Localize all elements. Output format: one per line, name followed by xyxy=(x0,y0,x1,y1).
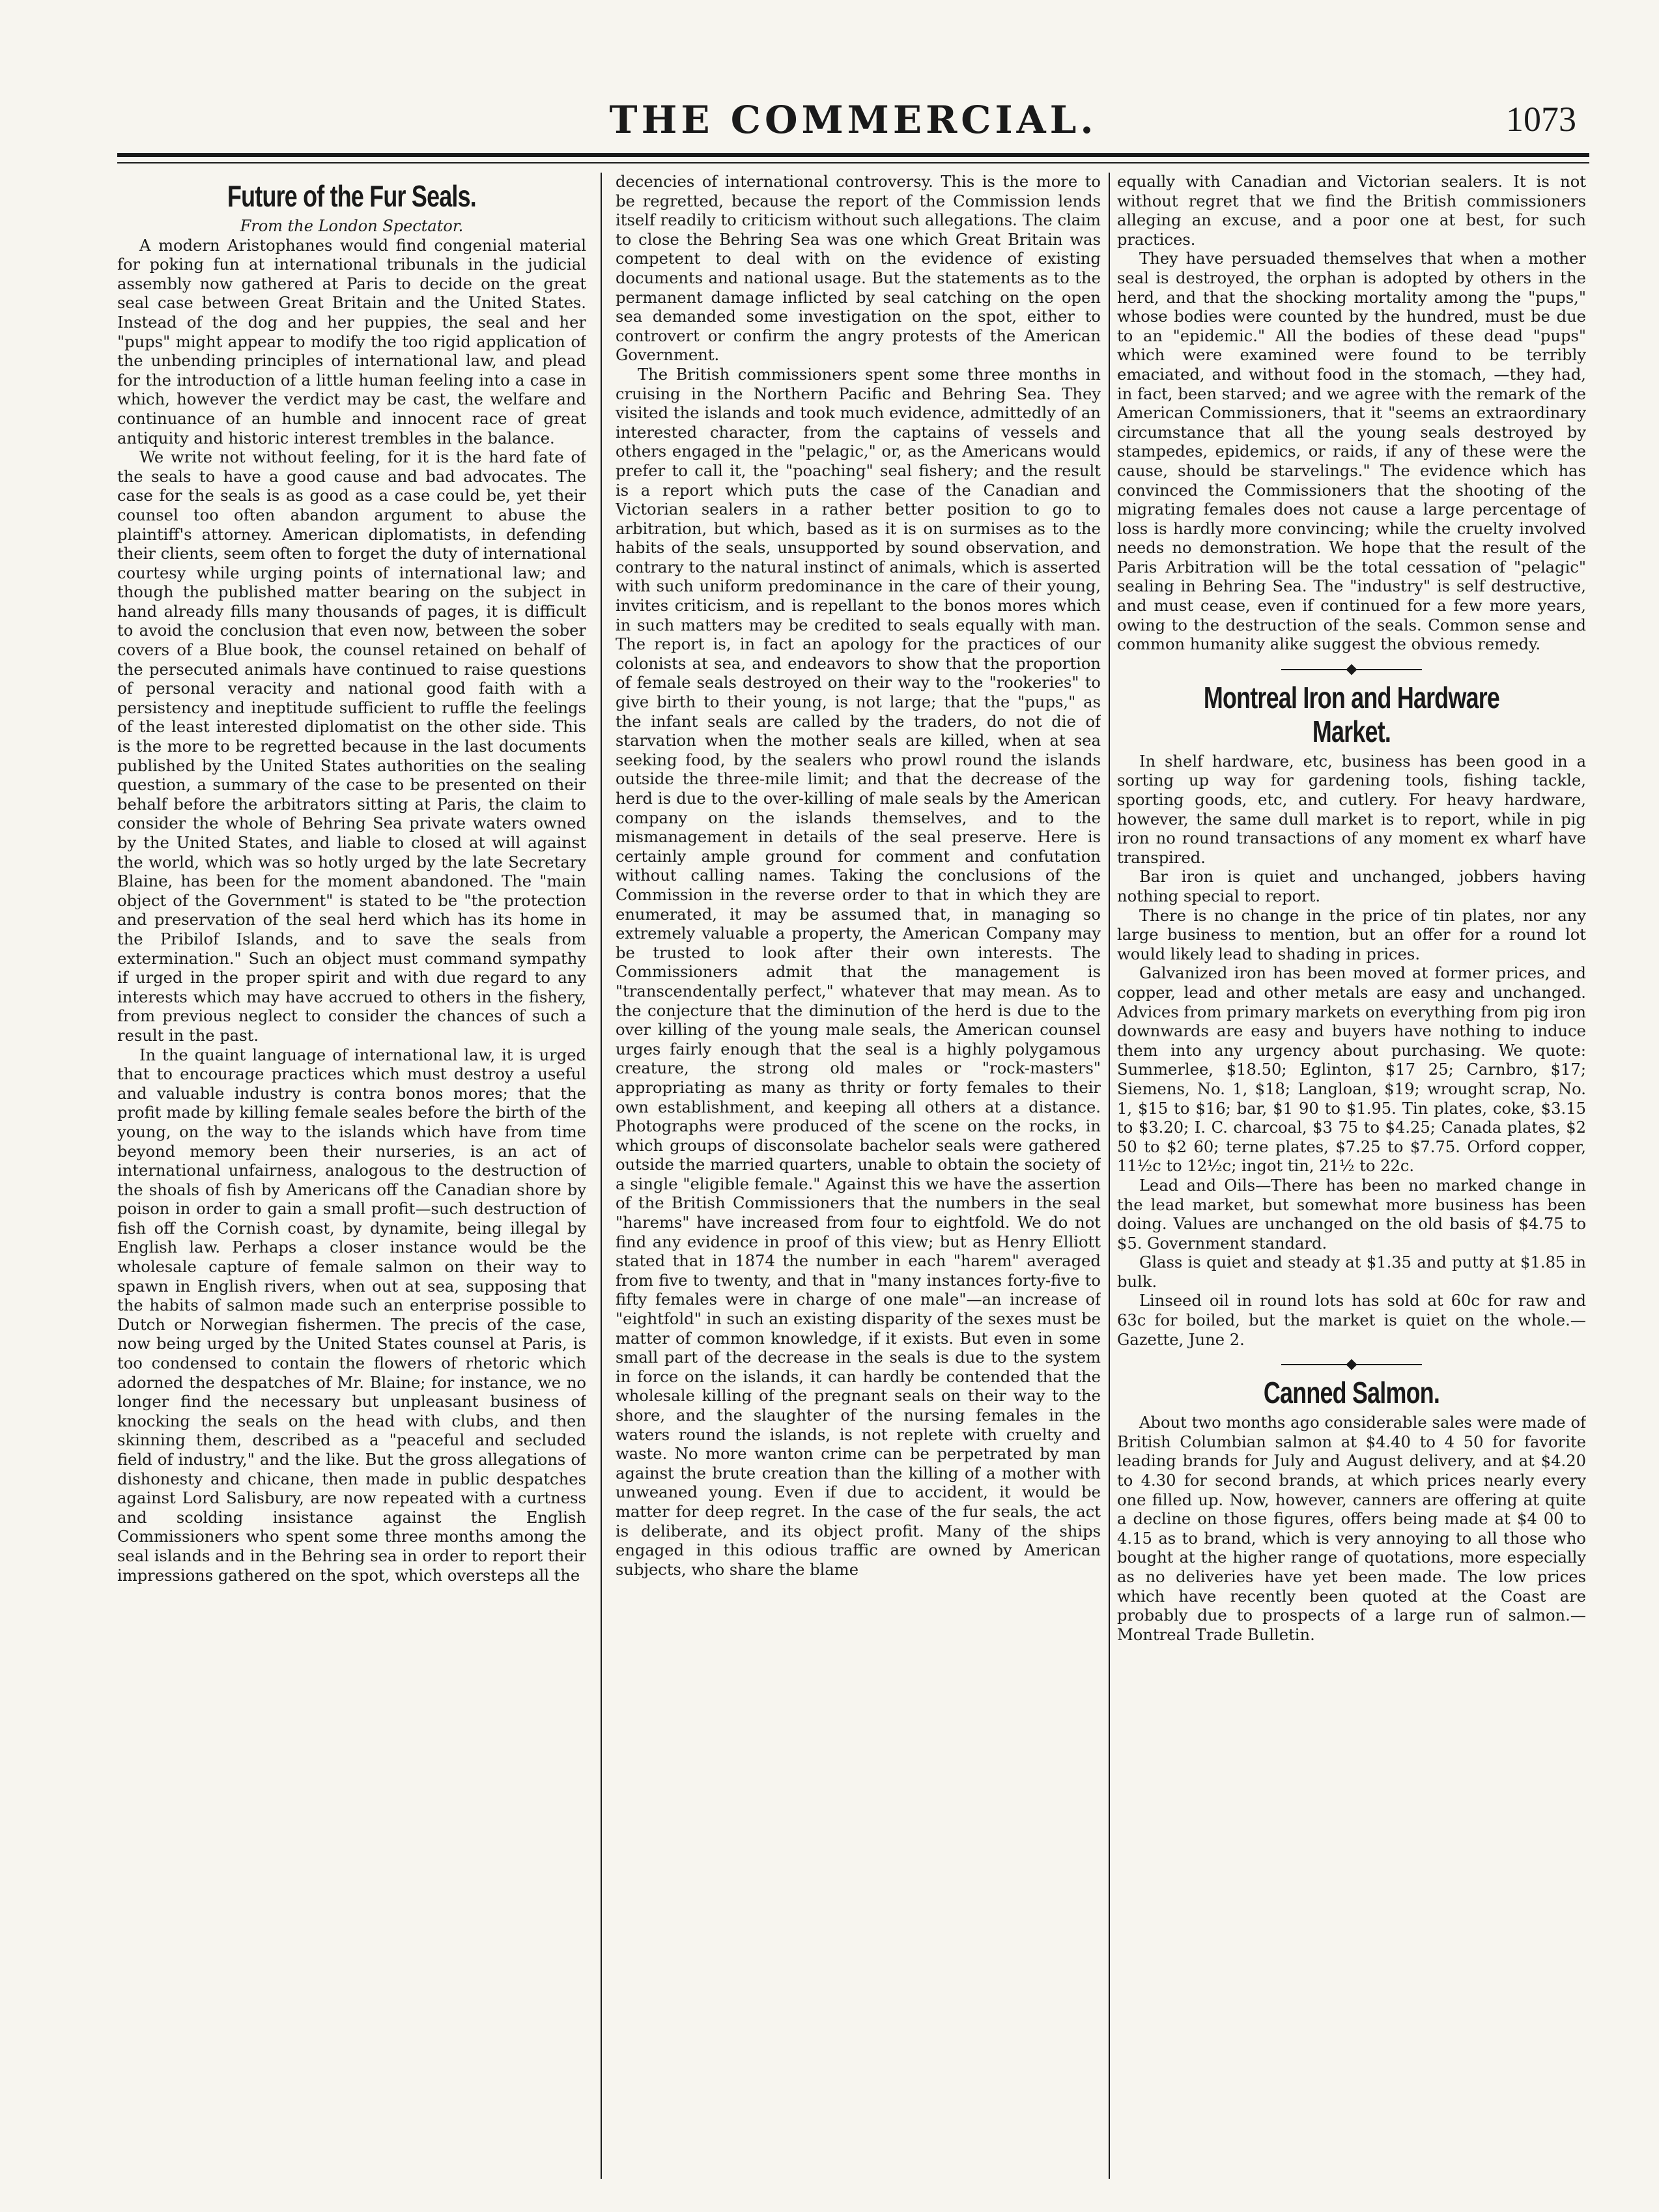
article-title-iron-hardware: Montreal Iron and Hardware Market. xyxy=(1203,680,1500,748)
header-rule xyxy=(117,153,1589,157)
column-2 xyxy=(616,173,1101,2179)
paragraph: In the quaint language of international law, it is urged that to encourage practices which must destroy a useful and valuable industry is contra bonos mores; that the profit made by killing female seales before the birth of the young, on the way to the islands which have from time beyond memory been their nurseries, is an act of international unfairness, analogous to the destruction of the shoals of fish by Americans off the Canadian shore by poison in order to gain a small profit—such destruction of fish off the Cornish coast, by dynamite, being illegal by English law. Perhaps a closer instance would be the wholesale capture of female salmon on their way to spawn in English rivers, when out at sea, supposing that the habits of salmon made such an enterprise possible to Dutch or Norwegian fishermen. The precis of the case, now being urged by the United States counsel at Paris, is too condensed to contain the flowers of rhetoric which adorned the despatches of Mr. Blaine; for instance, we no longer find the necessary but unpleasant business of knocking the seals on the head with clubs, and then skinning them, described as a "peaceful and secluded field of industry," and the like. But the gross allegations of dishonesty and chicane, then made in public despatches against Lord Salisbury, are now repeated with a curtness and scolding insistance against the English Commissioners who spent some three months among the seal islands and in the Behring sea in order to report their impressions gathered on the spot, which oversteps all the xyxy=(117,1045,586,1585)
paragraph: We write not without feeling, for it is the hard fate of the seals to have a good cause and bad advocates. The case for the seals is as good as a case could be, yet their counsel too often abandon argument to abuse the plaintiff's attorney. American diplomatists, in defending their clients, seem often to forget the duty of international courtesy while urging points of international law; and though the published matter bearing on the subject in hand already fills many thousands of pages, it is difficult to avoid the conclusion that even now, between the sober covers of a Blue book, the counsel retained on behalf of the persecuted animals have continued to raise questions of personal veracity and national good faith with a persistency and ineptitude sufficient to ruffle the feelings of the least interested diplomatist on the other side. This is the more to be regretted because in the last documents published by the United States authorities on the sealing question, a summary of the case to be presented on their behalf before the arbitrators sitting at Paris, the claim to consider the whole of Behring Sea private waters owned by the United States, and liable to closed at will against the world, which was so hotly urged by the late Secretary Blaine, has been for the moment abandoned. The "main object of the Government" is stated to be "the protection and preservation of the seal herd which has its home in the Pribilof Islands, and to save the seals from extermination." Such an object must command sympathy if urged in the proper spirit and with due regard to any interests which may have accrued to others in the fishery, from previous neglect to consider the chances of such a result in the past. xyxy=(117,448,586,1045)
column-3 xyxy=(1117,173,1586,2179)
paragraph: Bar iron is quiet and unchanged, jobbers having nothing special to report. xyxy=(1117,868,1586,905)
article-divider xyxy=(1117,1360,1586,1369)
column-divider xyxy=(601,173,602,2179)
masthead xyxy=(117,98,1589,156)
paragraph: Glass is quiet and steady at $1.35 and putty at $1.85 in bulk. xyxy=(1117,1253,1586,1291)
paragraph: A modern Aristophanes would find congenial material for poking fun at international tribunals in the judicial assembly now gathered at Paris to decide on the great seal case between Great Britain and the United States. Instead of the dog and her puppies, the seal and her "pups" might appear to modify the too rigid application of the unbending principles of international law, and plead for the introduction of a little human feeling into a case in which, however the verdict may be cast, the welfare and continuance of an humble and innocent race of great antiquity and historic interest trembles in the balance. xyxy=(117,236,586,447)
paragraph: There is no change in the price of tin plates, nor any large business to mention, but an offer for a round lot would likely lead to shading in prices. xyxy=(1117,906,1586,963)
paragraph: Lead and Oils—There has been no marked change in the lead market, but somewhat more business has been doing. Values are unchanged on the old basis of $4.75 to $5. Government standard. xyxy=(1117,1176,1586,1253)
paragraph: About two months ago considerable sales were made of British Columbian salmon at $4.40 to 4 50 for favorite leading brands for July and August delivery, and at $4.20 to 4.30 for second brands, at which prices nearly every one filled up. Now, however, canners are offering at quite a decline on those figures, offers being made at $4 00 to 4.15 as to brand, which is very annoying to all those who bought at the higher range of quotations, more especially as no deliveries have yet been made. The low prices which have recently been quoted at the Coast are probably due to prospects of a large run of salmon.—Montreal Trade Bulletin. xyxy=(1117,1413,1586,1644)
article-divider xyxy=(1117,665,1586,674)
article-title-fur-seals: Future of the Fur Seals. xyxy=(227,179,476,213)
article-title-canned-salmon: Canned Salmon. xyxy=(1263,1376,1440,1410)
paragraph: Linseed oil in round lots has sold at 60c for raw and 63c for boiled, but the market is quiet on the whole.—Gazette, June 2. xyxy=(1117,1292,1586,1349)
newspaper-title: THE COMMERCIAL. xyxy=(609,98,1098,142)
paragraph: Galvanized iron has been moved at former prices, and copper, lead and other metals are easy and unchanged. Advices from primary markets on everything from pig iron downwards are easy and buyers have nothing to induce them into any urgency about purchasing. We quote: Summerlee, $18.50; Eglinton, $17 25; Carnbro, $17; Siemens, No. 1, $18; Langloan, $19; wrought scrap, No. 1, $15 to $16; bar, $1 90 to $1.95. Tin plates, coke, $3.15 to $3.20; I. C. charcoal, $3 75 to $4.25; Canada plates, $2 50 to $2 60; terne plates, $7.25 to $7.75. Orford copper, 11½c to 12½c; ingot tin, 21½ to 22c. xyxy=(1117,964,1586,1176)
paragraph: They have persuaded themselves that when a mother seal is destroyed, the orphan is adopted by others in the herd, and that the shocking mortality among the "pups," whose bodies were counted by the hundred, must be due to an "epidemic." All the bodies of these dead "pups" which were examined were found to be terribly emaciated, and without food in the stomach, —they had, in fact, been starved; and we agree with the remark of the American Commissioners, that it "seems an extraordinary circumstance that all the young seals destroyed by stampedes, epidemics, or raids, if any of these were the cause, should be starvelings." The evidence which has convinced the Commissioners that the shooting of the migrating females does not cause a large percentage of loss is hardly more convincing; while the cruelty involved needs no demonstration. We hope that the result of the Paris Arbitration will be the total cessation of "pelagic" sealing in Behring Sea. The "industry" is self destructive, and must cease, even if continued for a few more years, owing to the destruction of the seals. Common sense and common humanity alike suggest the obvious remedy. xyxy=(1117,249,1586,654)
paragraph: In shelf hardware, etc, business has been good in a sorting up way for gardening tools, fishing tackle, sporting goods, etc, and cutlery. For heavy hardware, however, the same dull market is to report, while in pig iron no round transactions of any moment ex wharf have transpired. xyxy=(1117,752,1586,867)
page-number: 1073 xyxy=(1506,100,1576,139)
article-source: From the London Spectator. xyxy=(240,217,464,235)
header-rule-thin xyxy=(117,162,1589,163)
paragraph: equally with Canadian and Victorian sealers. It is not without regret that we find the British commissioners alleging an excuse, and a poor one at best, for such practices. xyxy=(1117,173,1586,249)
column-1 xyxy=(117,173,586,2179)
column-divider xyxy=(1109,173,1110,2179)
paragraph: decencies of international controversy. This is the more to be regretted, because the report of the Commission lends itself readily to criticism without such allegations. The claim to close the Behring Sea was one which Great Britain was competent to deal with on the evidence of existing documents and national usage. But the statements as to the permanent damage inflicted by seal catching on the open sea demanded some investigation on the spot, either to controvert or confirm the angry protests of the American Government. xyxy=(616,173,1101,365)
paragraph: The British commissioners spent some three months in cruising in the Northern Pacific and Behring Sea. They visited the islands and took much evidence, admittedly of an interested character, from the captains of vessels and others engaged in the "pelagic," or, as the Americans would prefer to call it, the "poaching" seal fishery; and the result is a report which puts the case of the Canadian and Victorian sealers in a rather better position to go to arbitration, but which, based as it is on surmises as to the habits of the seals, unsupported by sound observation, and contrary to the natural instinct of animals, which is asserted with such uniform predominance in the care of their young, invites criticism, and is repellant to the bonos mores which in such matters may be credited to seals equally with man. The report is, in fact an apology for the practices of our colonists at sea, and endeavors to show that the proportion of female seals destroyed on their way to the "rookeries" to give birth to their young, is not large; that the "pups," as the infant seals are called by the traders, do not die of starvation when the mother seals are killed, when at sea seeking food, by the sealers who prowl round the islands outside the three-mile limit; and that the decrease of the herd is due to the over-killing of male seals by the American company on the islands themselves, and to the mismanagement in details of the seal preserve. Here is certainly ample ground for comment and confutation without calling names. Taking the conclusions of the Commission in the reverse order to that in which they are enumerated, it may be assumed that, in managing so extremely valuable a property, the American Company may be trusted to look after their own interests. The Commissioners admit that the management is "transcendentally perfect," whatever that may mean. As to the conjecture that the diminution of the herd is due to the over killing of the young male seals, the American counsel urges fairly enough that the seal is a highly polygamous creature, the strong old males or "rock-masters" appropriating as many as thrity or forty females to their own establishment, and keeping all others at a distance. Photographs were produced of the scene on the rocks, in which groups of disconsolate bachelor seals were gathered outside the married quarters, unable to obtain the society of a single "eligible female." Against this we have the assertion of the British Commissioners that the numbers in the seal "harems" have increased from four to eightfold. We do not find any evidence in proof of this view; but as Henry Elliott stated that in 1874 the number in each "harem" averaged from five to twenty, and that in "many instances forty-five to fifty females were in charge of one male"—an increase of "eightfold" in such an existing disparity of the sexes must be matter of common knowledge, if it exists. But even in some small part of the decrease in the seals is due to the system in force on the islands, it can hardly be contended that the wholesale killing of the pregnant seals on their way to the shore, and the slaughter of the nursing females in the waters round the islands, is not replete with cruelty and waste. No more wanton crime can be perpetrated by man against the brute creation than the killing of a mother with unweaned young. Even if due to accident, it would be matter for deep regret. In the case of the fur seals, the act is deliberate, and its object profit. Many of the ships engaged in this odious traffic are owned by American subjects, who share the blame xyxy=(616,365,1101,1579)
